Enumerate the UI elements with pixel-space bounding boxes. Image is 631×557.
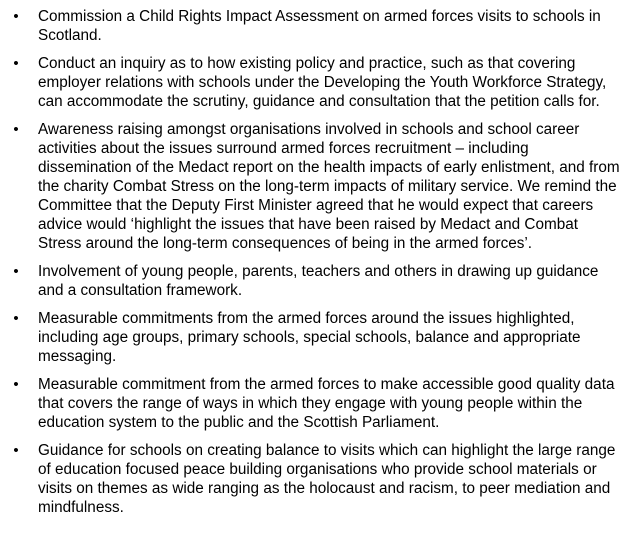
list-item-text: Measurable commitments from the armed forces around the issues highlighted, including age groups, primary schools, special schools, balance and appropriate messaging.	[38, 310, 581, 365]
list-item	[0, 262, 625, 300]
list-item-text: Conduct an inquiry as to how existing policy and practice, such as that covering employer relations with schools under the Developing the Youth Workforce Strategy, can accommodate the scrutiny, guidance and consultation that the petition calls for.	[38, 55, 607, 110]
bullet-icon: •	[13, 8, 19, 25]
bullet-icon: •	[13, 310, 19, 327]
list-item	[0, 441, 625, 517]
list-item-text: Awareness raising amongst organisations involved in schools and school career activities about the issues surround armed forces recruitment – including dissemination of the Medact report on the health impacts of early enlistment, and from the charity Combat Stress on the long-term impacts of military service. We remind the Committee that the Deputy First Minister agreed that he would expect that careers advice would ‘highlight the issues that have been raised by Medact and Combat Stress around the long-term consequences of being in the armed forces’.	[38, 121, 620, 252]
list-item	[0, 54, 625, 111]
list-item	[0, 309, 625, 366]
bullet-icon: •	[13, 442, 19, 459]
recommendations-list	[0, 7, 625, 517]
list-item-text: Measurable commitment from the armed forces to make accessible good quality data that covers the range of ways in which they engage with young people within the education system to the public and the Scottish Parliament.	[38, 376, 615, 431]
bullet-icon: •	[13, 121, 19, 138]
list-item	[0, 7, 625, 45]
list-item	[0, 375, 625, 432]
list-item-text: Involvement of young people, parents, teachers and others in drawing up guidance and a consultation framework.	[38, 263, 599, 299]
bullet-icon: •	[13, 263, 19, 280]
bullet-icon: •	[13, 55, 19, 72]
list-item	[0, 120, 625, 253]
list-item-text: Guidance for schools on creating balance to visits which can highlight the large range of education focused peace building organisations who provide school materials or visits on themes as wide ranging as the holocaust and racism, to peer mediation and mindfulness.	[38, 442, 616, 516]
list-item-text: Commission a Child Rights Impact Assessment on armed forces visits to schools in Scotland.	[38, 8, 601, 44]
bullet-icon: •	[13, 376, 19, 393]
